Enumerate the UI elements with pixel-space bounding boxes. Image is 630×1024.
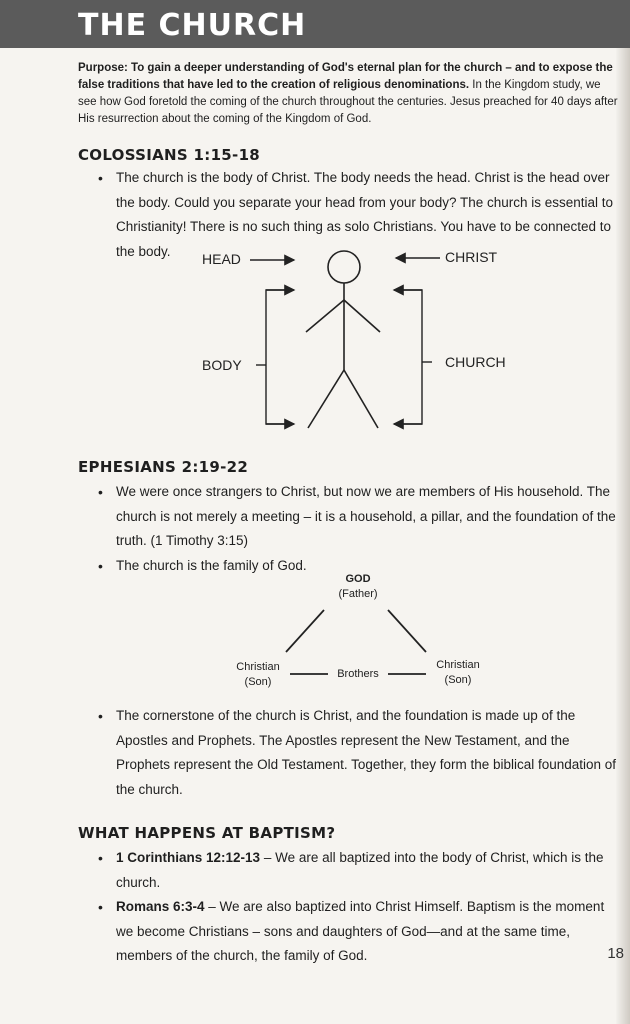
church-label: CHURCH xyxy=(445,354,506,370)
ephesians-bullet-1-text: We were once strangers to Christ, but now we are members of His household. The church is not merely a meeting – it is a household, a pillar, and the foundation of the truth. (1 Timothy 3:15) xyxy=(116,484,616,548)
family-diagram xyxy=(220,570,500,695)
purpose-paragraph xyxy=(78,60,618,128)
ephesians-bullet-3-text: The cornerstone of the church is Christ, and the foundation is made up of the Apostles and Prophets. The Apostles represent the New Testament, and the Prophets represent the Old Testament. Together, they form the biblical foundation of the church. xyxy=(116,708,617,797)
god-label: GOD xyxy=(345,573,371,585)
church-bracket xyxy=(400,290,422,424)
son-right-label: (Son) xyxy=(444,674,472,686)
purpose-rest: In the Kingdom study, we see how God foretold the coming of the church throughout the centuries. Jesus preached for 40 days after His resurrection about the coming of the Kingdom of God. xyxy=(78,79,618,125)
colossians-bullet-1-text: The church is the body of Christ. The body needs the head. Christ is the head over the body. Could you separate your head from your body? The church is essential to Christianity! There is no such thing as solo Christians. You have to be connected to the body. xyxy=(116,170,614,259)
heading-colossians: COLOSSIANS 1:15-18 xyxy=(78,146,261,164)
christian-right-label: Christian xyxy=(436,659,480,671)
baptism-bullet-2 xyxy=(96,895,622,969)
baptism-bullet-1-text: – We are all baptized into the body of Christ, which is the church. xyxy=(116,850,604,890)
baptism-bullet-2-ref: Romans 6:3-4 xyxy=(116,899,205,914)
christian-left-label: Christian xyxy=(236,661,280,673)
page-number: 18 xyxy=(607,945,624,962)
ephesians-bullet-3 xyxy=(96,704,622,802)
ephesians-bullet-1 xyxy=(96,480,622,554)
figure-right-leg xyxy=(344,370,378,428)
ephesians-bullets-bottom xyxy=(96,704,622,802)
figure-right-arm xyxy=(344,300,380,332)
baptism-bullets xyxy=(96,846,622,969)
christ-label: CHRIST xyxy=(445,249,498,265)
purpose-bold: Purpose: To gain a deeper understanding of God's eternal plan for the church – and to expose the false traditions that have led to the creation of religious denominations. xyxy=(78,62,613,91)
figure-head xyxy=(328,251,360,283)
ephesians-bullet-2-text: The church is the family of God. xyxy=(116,557,307,573)
body-diagram xyxy=(190,240,520,440)
heading-ephesians: EPHESIANS 2:19-22 xyxy=(78,458,249,476)
baptism-bullet-1 xyxy=(96,846,622,895)
page-title: THE CHURCH xyxy=(78,8,307,43)
head-label: HEAD xyxy=(202,251,241,267)
brothers-label: Brothers xyxy=(337,668,379,680)
ephesians-bullets-top xyxy=(96,480,622,578)
son-left-label: (Son) xyxy=(244,676,272,688)
father-label: (Father) xyxy=(338,588,378,600)
heading-baptism: WHAT HAPPENS AT BAPTISM? xyxy=(78,824,336,842)
figure-left-leg xyxy=(308,370,344,428)
baptism-bullet-2-text: – We are also baptized into Christ Himself. Baptism is the moment we become Christians – sons and daughters of God—and at the same time, members of the church, the family of God. xyxy=(116,899,605,963)
figure-left-arm xyxy=(306,300,344,332)
body-label: BODY xyxy=(202,357,242,373)
body-bracket xyxy=(266,290,288,424)
baptism-bullet-1-ref: 1 Corinthians 12:12-13 xyxy=(116,850,261,865)
god-right-line xyxy=(388,610,426,652)
god-left-line xyxy=(286,610,324,652)
